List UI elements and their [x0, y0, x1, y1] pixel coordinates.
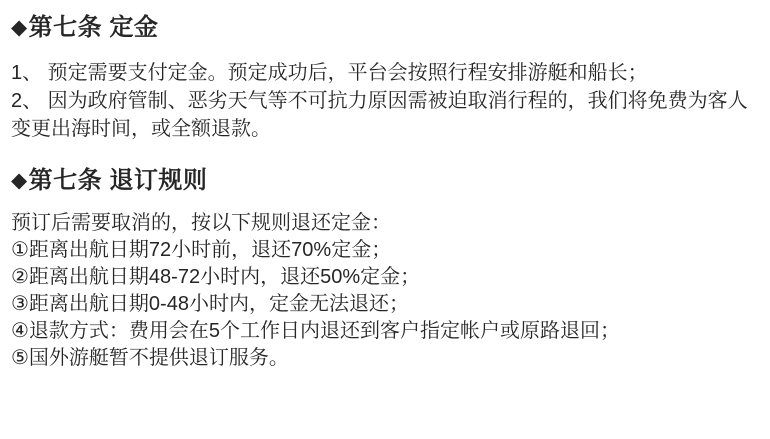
cancellation-rule-3: ③距离出航日期0-48小时内，定金无法退还；: [11, 293, 409, 315]
cancellation-rule-1: ①距离出航日期72小时前，退还70%定金；: [11, 239, 392, 261]
deposit-terms-body: [11, 59, 762, 143]
section-heading-deposit-title: 第七条 定金: [28, 14, 159, 41]
cancellation-rules-intro: 预订后需要取消的，按以下规则退还定金：: [11, 212, 391, 234]
deposit-term-line-2: 2、 因为政府管制、恶劣天气等不可抗力原因需被迫取消行程的，我们将免费为客人变更出海时间，或全额退款。: [11, 90, 748, 140]
diamond-bullet-icon: ◆: [11, 169, 28, 192]
diamond-bullet-icon: ◆: [11, 16, 28, 39]
deposit-term-line-1: 1、 预定需要支付定金。预定成功后，平台会按照行程安排游艇和船长；: [11, 62, 648, 84]
section-heading-cancellation-title: 第七条 退订规则: [28, 167, 208, 194]
section-heading-deposit: [11, 13, 762, 42]
section-heading-cancellation: [11, 166, 762, 195]
cancellation-rule-5: ⑤国外游艇暂不提供退订服务。: [11, 347, 289, 369]
cancellation-rule-2: ②距离出航日期48-72小时内，退还50%定金；: [11, 266, 421, 288]
cancellation-rule-4: ④退款方式：费用会在5个工作日内退还到客户指定帐户或原路退回；: [11, 320, 621, 342]
cancellation-rules-body: [11, 210, 762, 372]
